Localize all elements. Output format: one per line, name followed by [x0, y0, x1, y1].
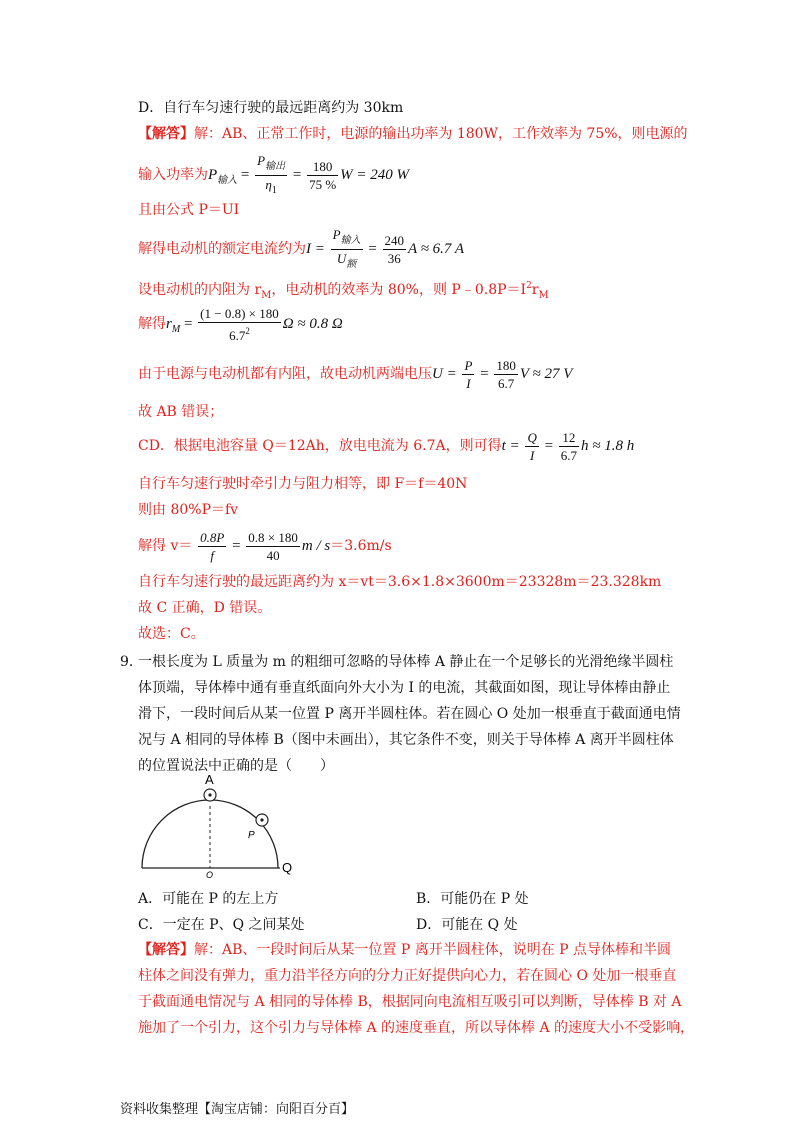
semicircle-arc — [142, 800, 278, 868]
fraction: $\frac{180}{75 \%}$ — [309, 159, 337, 192]
solution8-line8: 故 AB 错误； — [138, 404, 224, 420]
solution8-line6-formula: 解得$r_M$ = $\frac{(1 - 0.8) \times 180}{6.7^2}$ Ω ≈ 0.8 Ω — [138, 306, 343, 344]
prev-option-d: D．自行车匀速行驶的最远距离约为 30km — [138, 100, 404, 116]
question9-line2: 体顶端，导体棒中通有垂直纸面向外大小为 I 的电流，其截面如图，现让导体棒由静止 — [138, 680, 671, 696]
option-b: B．可能仍在 P 处 — [416, 891, 529, 907]
question9-number: 9． — [120, 654, 143, 670]
fraction: $\frac{(1 - 0.8) \times 180}{6.7^2}$ — [200, 306, 279, 344]
option-d: D．可能在 Q 处 — [416, 917, 518, 933]
label-q: Q — [282, 860, 293, 875]
solution8-line2-formula: 输入功率为$P_{输入}$ = $\frac{P_{输出}}{\eta_1}$ = $\frac{180}{75 \%}$ W = 240 W — [138, 152, 409, 199]
solution8-line15: 故选：C。 — [138, 626, 205, 642]
question9-line1: 一根长度为 L 质量为 m 的粗细可忽略的导体棒 A 静止在一个足够长的光滑绝缘半圆柱 — [138, 654, 674, 670]
solution8-line10: 自行车匀速行驶时牵引力与阻力相等，即 F＝f＝40N — [138, 476, 468, 492]
fraction: $\frac{0.8P}{f}$ — [200, 530, 225, 564]
fraction: $\frac{P_{输出}}{\eta_1}$ — [257, 153, 286, 196]
solution8-line9-formula: CD．根据电池容量 Q＝12Ah，放电电流为 6.7A，则可得t = $\frac{Q}{I}$ = $\frac{12}{6.7}$ h ≈ 1.8 h — [138, 430, 635, 464]
solution8-line1: 【解答】解：AB、正常工作时，电源的输出功率为 180W，工作效率为 75%，则电源的 — [138, 126, 688, 142]
label-o: O — [206, 870, 214, 880]
fraction: $\frac{12}{6.7}$ — [560, 430, 578, 464]
solution8-line3: 且由公式 P＝UI — [138, 202, 240, 218]
fraction: $\frac{P}{I}$ — [464, 358, 473, 392]
question9-line3: 滑下，一段时间后从某一位置 P 离开半圆柱体。若在圆心 O 处加一根垂直于截面通电情 — [138, 706, 681, 722]
solution9-line3: 于截面通电情况与 A 相同的导体棒 B，根据同向电流相互吸引可以判断，导体棒 B 对 A — [138, 994, 682, 1010]
fraction: $\frac{180}{6.7}$ — [496, 358, 516, 392]
solution9-line1: 【解答】解：AB、一段时间后从某一位置 P 离开半圆柱体，说明在 P 点导体棒和半圆 — [138, 942, 672, 958]
fraction: $\frac{0.8 \times 180}{40}$ — [248, 530, 298, 564]
solution8-line5: 设电动机的内阻为 $r_M$，电动机的效率为 80%，则 $P﹣0.8P=I^2r_M$ — [138, 281, 549, 301]
question9-line5: 的位置说法中正确的是（ ） — [138, 758, 334, 774]
option-c: C．一定在 P、Q 之间某处 — [138, 917, 305, 933]
solution-tag: 【解答】 — [138, 126, 194, 142]
solution8-line4-formula: 解得电动机的额定电流约为I = $\frac{P_{输入}}{U_额}$ = $\frac{240}{36}$ A ≈ 6.7 A — [138, 226, 464, 273]
half-cylinder-figure — [136, 770, 306, 880]
solution8-line11: 则由 80%P＝fv — [138, 502, 239, 518]
solution9-line4: 施加了一个引力，这个引力与导体棒 A 的速度垂直，所以导体棒 A 的速度大小不受影响， — [138, 1020, 695, 1036]
fraction: $\frac{240}{36}$ — [384, 233, 405, 266]
option-a: A．可能在 P 的左上方 — [138, 891, 279, 907]
solution8-line7-formula: 由于电源与电动机都有内阻，故电动机两端电压U = $\frac{P}{I}$ = $\frac{180}{6.7}$ V ≈ 27 V — [138, 358, 573, 392]
current-out-dot-a — [208, 793, 211, 796]
solution-tag: 【解答】 — [138, 942, 194, 958]
solution8-line12-formula: 解得 v＝ $\frac{0.8P}{f}$ = $\frac{0.8 \times 180}{40}$ m / s＝3.6m/s — [138, 530, 392, 564]
label-p: P — [248, 830, 255, 841]
fraction: $\frac{Q}{I}$ — [527, 430, 537, 464]
current-out-dot-p — [260, 818, 263, 821]
solution8-line14: 故 C 正确，D 错误。 — [138, 600, 272, 616]
label-a: A — [205, 772, 214, 787]
question9-line4: 况与 A 相同的导体棒 B（图中未画出），其它条件不变，则关于导体棒 A 离开半圆柱体 — [138, 732, 674, 748]
solution8-line13: 自行车匀速行驶的最远距离约为 x＝vt＝3.6×1.8×3600m＝23328m＝23.328km — [138, 574, 662, 590]
footer-text: 资料收集整理【淘宝店铺：向阳百分百】 — [120, 1102, 355, 1117]
solution9-line2: 柱体之间没有弹力，重力沿半径方向的分力正好提供向心力，若在圆心 O 处加一根垂直 — [138, 968, 677, 984]
fraction: $\frac{P_{输入}}{U_额}$ — [332, 227, 361, 270]
